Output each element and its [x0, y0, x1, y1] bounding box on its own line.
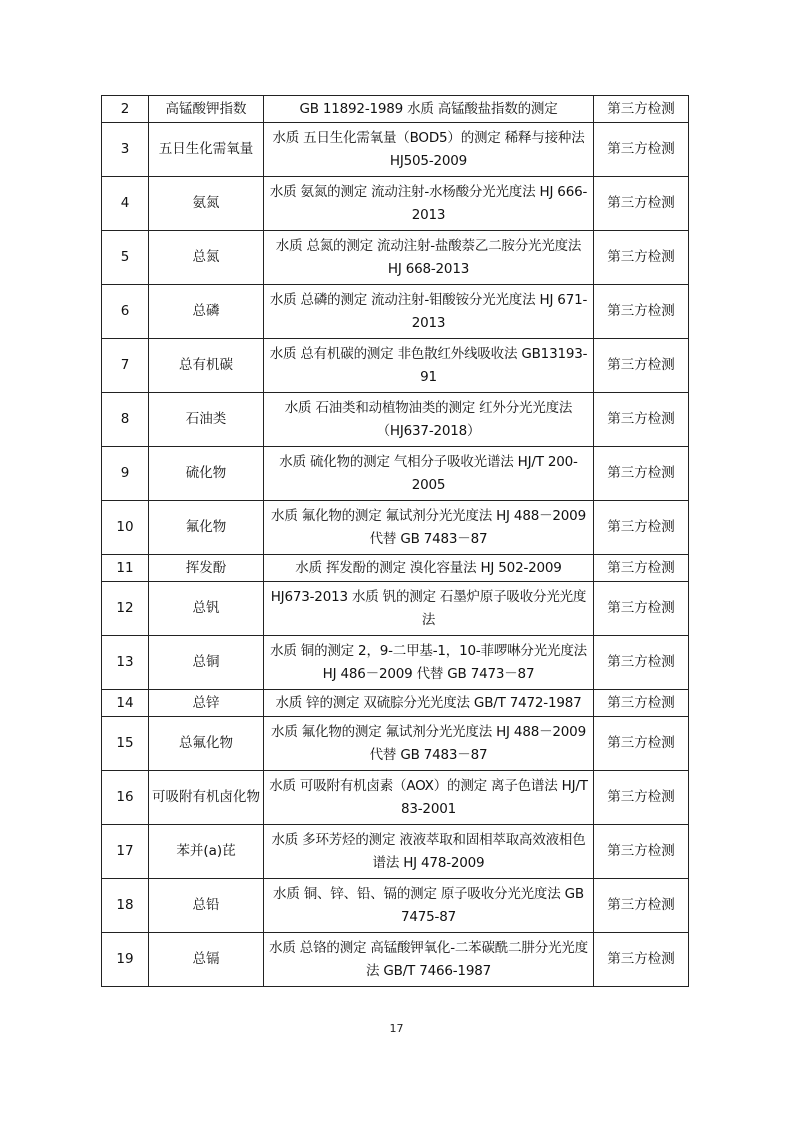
row-type: 第三方检测	[594, 717, 689, 771]
row-method: 水质 铜、锌、铅、镉的测定 原子吸收分光光度法 GB 7475-87	[264, 879, 594, 933]
row-type: 第三方检测	[594, 177, 689, 231]
row-number: 10	[102, 501, 149, 555]
row-method: 水质 总有机碳的测定 非色散红外线吸收法 GB13193-91	[264, 339, 594, 393]
row-method: 水质 多环芳烃的测定 液液萃取和固相萃取高效液相色谱法 HJ 478-2009	[264, 825, 594, 879]
monitoring-methods-table	[101, 95, 689, 987]
table-row	[102, 771, 689, 825]
row-number: 9	[102, 447, 149, 501]
row-type: 第三方检测	[594, 690, 689, 717]
row-type: 第三方检测	[594, 339, 689, 393]
row-item: 氟化物	[149, 501, 264, 555]
row-number: 7	[102, 339, 149, 393]
table-row	[102, 825, 689, 879]
row-number: 2	[102, 96, 149, 123]
row-item: 石油类	[149, 393, 264, 447]
row-item: 总钒	[149, 582, 264, 636]
table-row	[102, 393, 689, 447]
row-number: 3	[102, 123, 149, 177]
row-type: 第三方检测	[594, 825, 689, 879]
table-row	[102, 339, 689, 393]
row-number: 12	[102, 582, 149, 636]
row-method: GB 11892-1989 水质 高锰酸盐指数的测定	[264, 96, 594, 123]
row-item: 挥发酚	[149, 555, 264, 582]
row-method: 水质 挥发酚的测定 溴化容量法 HJ 502-2009	[264, 555, 594, 582]
table-row	[102, 501, 689, 555]
row-item: 总铜	[149, 636, 264, 690]
row-number: 5	[102, 231, 149, 285]
row-type: 第三方检测	[594, 582, 689, 636]
row-item: 硫化物	[149, 447, 264, 501]
row-type: 第三方检测	[594, 447, 689, 501]
row-number: 13	[102, 636, 149, 690]
row-method: 水质 氟化物的测定 氟试剂分光光度法 HJ 488－2009 代替 GB 7483－87	[264, 501, 594, 555]
row-type: 第三方检测	[594, 933, 689, 987]
row-number: 8	[102, 393, 149, 447]
table-row	[102, 231, 689, 285]
row-item: 总氟化物	[149, 717, 264, 771]
table-row	[102, 636, 689, 690]
row-type: 第三方检测	[594, 501, 689, 555]
row-number: 16	[102, 771, 149, 825]
row-number: 11	[102, 555, 149, 582]
row-method: 水质 总氮的测定 流动注射-盐酸萘乙二胺分光光度法 HJ 668-2013	[264, 231, 594, 285]
row-type: 第三方检测	[594, 123, 689, 177]
row-item: 总磷	[149, 285, 264, 339]
row-item: 苯并(a)芘	[149, 825, 264, 879]
row-item: 总有机碳	[149, 339, 264, 393]
row-type: 第三方检测	[594, 231, 689, 285]
row-method: 水质 石油类和动植物油类的测定 红外分光光度法 （HJ637-2018）	[264, 393, 594, 447]
table-row	[102, 879, 689, 933]
row-number: 4	[102, 177, 149, 231]
row-method: 水质 总铬的测定 高锰酸钾氧化-二苯碳酰二肼分光光度法 GB/T 7466-1987	[264, 933, 594, 987]
row-number: 14	[102, 690, 149, 717]
table-row	[102, 582, 689, 636]
row-method: 水质 氨氮的测定 流动注射-水杨酸分光光度法 HJ 666-2013	[264, 177, 594, 231]
row-method: 水质 总磷的测定 流动注射-钼酸铵分光光度法 HJ 671-2013	[264, 285, 594, 339]
row-type: 第三方检测	[594, 555, 689, 582]
row-type: 第三方检测	[594, 96, 689, 123]
table-row	[102, 123, 689, 177]
table-row	[102, 690, 689, 717]
row-method: 水质 锌的测定 双硫腙分光光度法 GB/T 7472-1987	[264, 690, 594, 717]
row-number: 19	[102, 933, 149, 987]
table-row	[102, 285, 689, 339]
table-body	[102, 96, 689, 987]
table-row	[102, 177, 689, 231]
row-number: 18	[102, 879, 149, 933]
page-number: 17	[389, 1022, 404, 1035]
table-row	[102, 96, 689, 123]
row-item: 五日生化需氧量	[149, 123, 264, 177]
row-type: 第三方检测	[594, 636, 689, 690]
table-row	[102, 447, 689, 501]
row-type: 第三方检测	[594, 393, 689, 447]
row-type: 第三方检测	[594, 771, 689, 825]
row-method: 水质 硫化物的测定 气相分子吸收光谱法 HJ/T 200-2005	[264, 447, 594, 501]
row-number: 15	[102, 717, 149, 771]
row-method: HJ673-2013 水质 钒的测定 石墨炉原子吸收分光光度法	[264, 582, 594, 636]
row-type: 第三方检测	[594, 879, 689, 933]
table-row	[102, 717, 689, 771]
row-item: 总镉	[149, 933, 264, 987]
row-item: 高锰酸钾指数	[149, 96, 264, 123]
table-row	[102, 555, 689, 582]
row-method: 水质 氟化物的测定 氟试剂分光光度法 HJ 488－2009 代替 GB 7483－87	[264, 717, 594, 771]
row-number: 17	[102, 825, 149, 879]
row-method: 水质 铜的测定 2，9-二甲基-1，10-菲啰啉分光光度法 HJ 486－2009 代替 GB 7473－87	[264, 636, 594, 690]
row-item: 总氮	[149, 231, 264, 285]
row-item: 可吸附有机卤化物	[149, 771, 264, 825]
row-type: 第三方检测	[594, 285, 689, 339]
table-row	[102, 933, 689, 987]
row-method: 水质 五日生化需氧量（BOD5）的测定 稀释与接种法 HJ505-2009	[264, 123, 594, 177]
row-item: 总铅	[149, 879, 264, 933]
row-method: 水质 可吸附有机卤素（AOX）的测定 离子色谱法 HJ/T 83-2001	[264, 771, 594, 825]
row-number: 6	[102, 285, 149, 339]
row-item: 氨氮	[149, 177, 264, 231]
row-item: 总锌	[149, 690, 264, 717]
